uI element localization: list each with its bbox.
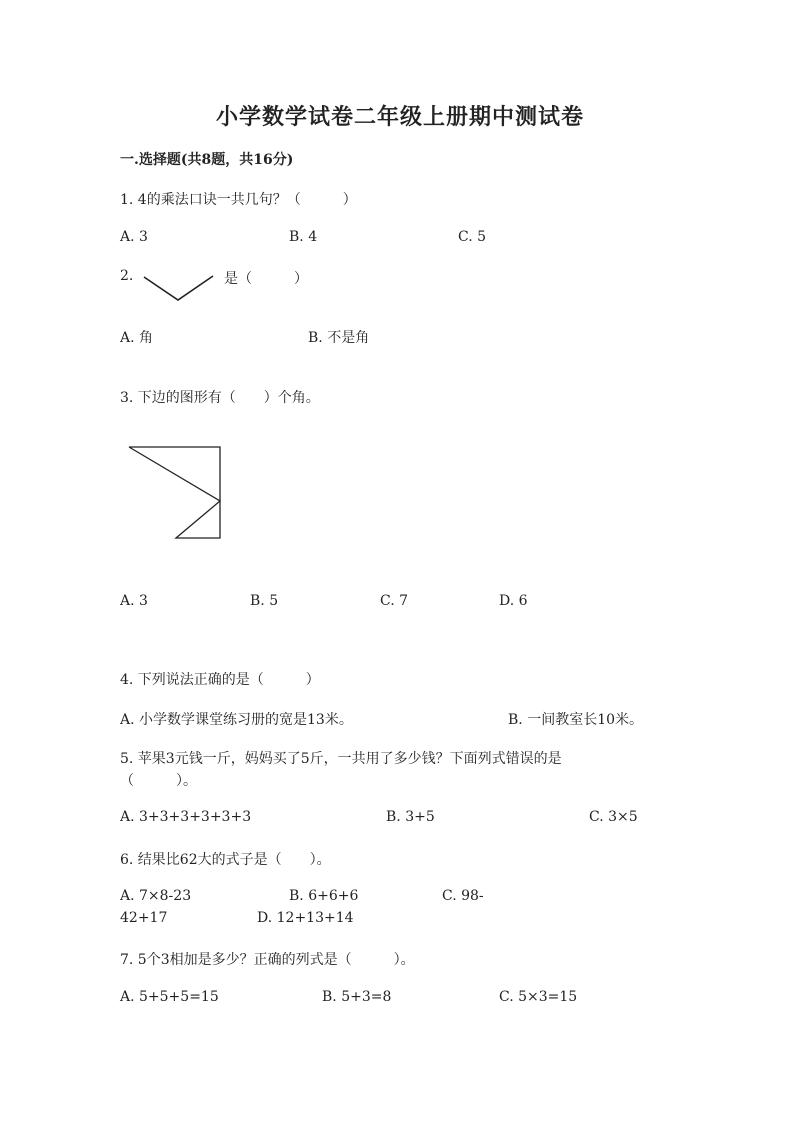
section-heading: 一.选择题(共8题，共16分) [120,152,294,168]
question-2-number: 2. [120,268,134,284]
question-3-option-d: D. 6 [499,593,528,609]
question-6-option-b: B. 6+6+6 [289,888,359,904]
question-6-option-c-continued: 42+17 [120,910,168,926]
question-3-stem: 3. 下边的图形有（ ）个角。 [120,390,320,406]
question-5-option-a: A. 3+3+3+3+3+3 [120,809,252,825]
question-5-stem-line-1: 5. 苹果3元钱一斤，妈妈买了5斤，一共用了多少钱？下面列式错误的是 [120,751,562,767]
question-5-option-b: B. 3+5 [386,809,435,825]
question-4-stem: 4. 下列说法正确的是（ ） [120,672,320,688]
question-6-option-d: D. 12+13+14 [257,910,354,926]
question-1-option-b: B. 4 [289,229,318,245]
question-6-option-a: A. 7×8-23 [120,888,192,904]
page-title: 小学数学试卷二年级上册期中测试卷 [215,104,584,130]
triangle-figure [125,440,225,544]
question-6-stem: 6. 结果比62大的式子是（ ）。 [120,852,331,868]
question-7-option-a: A. 5+5+5=15 [120,989,219,1005]
question-3-option-c: C. 7 [380,593,409,609]
question-1-option-a: A. 3 [120,229,148,245]
question-4-option-b: B. 一间教室长10米。 [508,712,644,728]
question-2-option-a: A. 角 [120,330,154,346]
question-6-option-c: C. 98- [442,888,484,904]
question-7-stem: 7. 5个3相加是多少？正确的列式是（ ）。 [120,952,415,968]
question-2-option-b: B. 不是角 [308,330,370,346]
question-1-stem: 1. 4的乘法口诀一共几句？（ ） [120,192,357,208]
question-7-option-c: C. 5×3=15 [499,989,578,1005]
question-5-stem-line-2: （ ）。 [120,773,197,789]
question-4-option-a: A. 小学数学课堂练习册的宽是13米。 [120,712,353,728]
angle-figure [140,270,220,306]
question-3-option-b: B. 5 [250,593,279,609]
question-2-stem: 是（ ） [224,271,308,287]
question-3-option-a: A. 3 [120,593,148,609]
question-5-option-c: C. 3×5 [589,809,638,825]
question-1-option-c: C. 5 [458,229,487,245]
question-7-option-b: B. 5+3=8 [322,989,392,1005]
